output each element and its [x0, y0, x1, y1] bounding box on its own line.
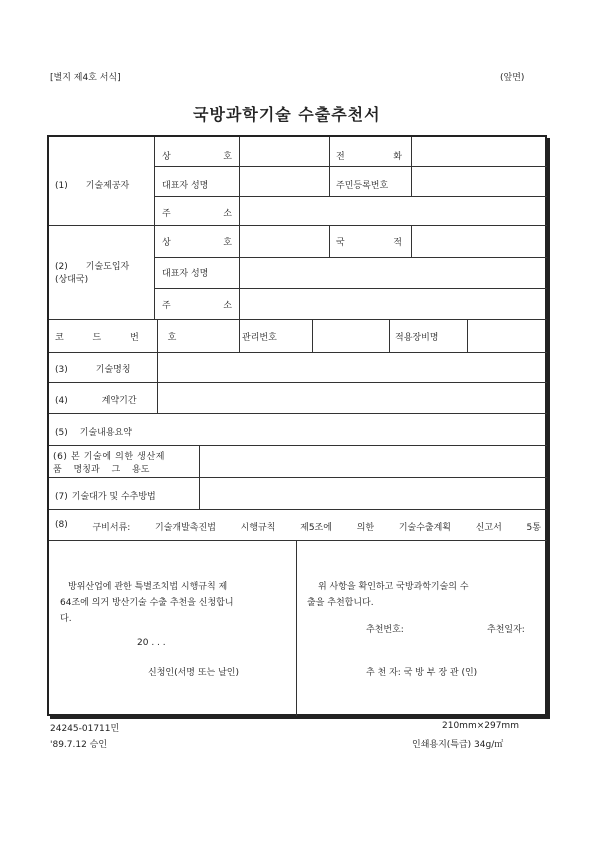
importer-address-label: 주 소	[162, 301, 232, 311]
payment-method-label: (7) 기술대가 및 수추방법	[55, 492, 156, 502]
application-text-line2: 64조에 의거 방산기술 수출 추천을 신청합니	[60, 598, 234, 608]
product-label-line2: 품 명칭과 그 용도	[53, 465, 150, 475]
tech-summary-label: (5) 기술내용요약	[55, 428, 132, 438]
product-label-line1: (6) 본 기술에 의한 생산제	[53, 452, 166, 462]
importer-name-label: 상 호	[162, 238, 232, 248]
company-name-label: 상 호	[162, 152, 232, 162]
paper-size: 210mm×297mm	[442, 721, 519, 731]
approval-date: '89.7.12 승인	[50, 740, 108, 750]
recommendation-text-line1: 위 사항을 확인하고 국방과학기술의 수	[318, 582, 469, 592]
recommendation-text-line2: 출을 추천합니다.	[307, 598, 374, 608]
nationality-label: 국 적	[336, 238, 402, 248]
paper-type: 인쇄용지(특급) 34g/㎡	[412, 740, 504, 750]
application-text-line3: 다.	[60, 614, 72, 624]
importer-country-label: (상대국)	[55, 275, 89, 285]
form-number: [별지 제4호 서식]	[50, 73, 121, 83]
required-documents-label: (8) 구비서류: 기술개발촉진법 시행규칙 제5조에 의한 기술수출계획 신고서 5통	[55, 520, 541, 533]
contract-period-label: (4) 계약기간	[55, 396, 137, 406]
importer-label: (2) 기술도입자	[55, 262, 130, 272]
provider-label: (1) 기술제공자	[55, 181, 130, 191]
application-date: 20 . . .	[137, 638, 166, 648]
application-text-line1: 방위산업에 관한 특별조치법 시행규칙 제	[68, 582, 228, 592]
importer-representative-label: 대표자 성명	[162, 269, 209, 279]
code-number-label: 코 드 번 호	[55, 333, 190, 343]
address-label: 주 소	[162, 209, 232, 219]
phone-label: 전 화	[336, 152, 402, 162]
page-side-label: (앞면)	[500, 73, 525, 83]
recommendation-date-label: 추천일자:	[487, 625, 525, 635]
recommender-signature-label: 추 천 자: 국 방 부 장 관 (인)	[366, 668, 478, 678]
representative-label: 대표자 성명	[162, 181, 209, 191]
resident-number-label: 주민등록번호	[336, 181, 389, 191]
recommendation-number-label: 추천번호:	[366, 625, 404, 635]
management-number-label: 관리번호	[242, 333, 277, 343]
equipment-name-label: 적용장비명	[395, 333, 439, 343]
form-code: 24245-01711민	[50, 724, 120, 734]
page-title: 국방과학기술 수출추천서	[193, 105, 381, 124]
applicant-signature-label: 신청인(서명 또는 날인)	[148, 668, 239, 678]
tech-name-label: (3) 기술명칭	[55, 365, 131, 375]
